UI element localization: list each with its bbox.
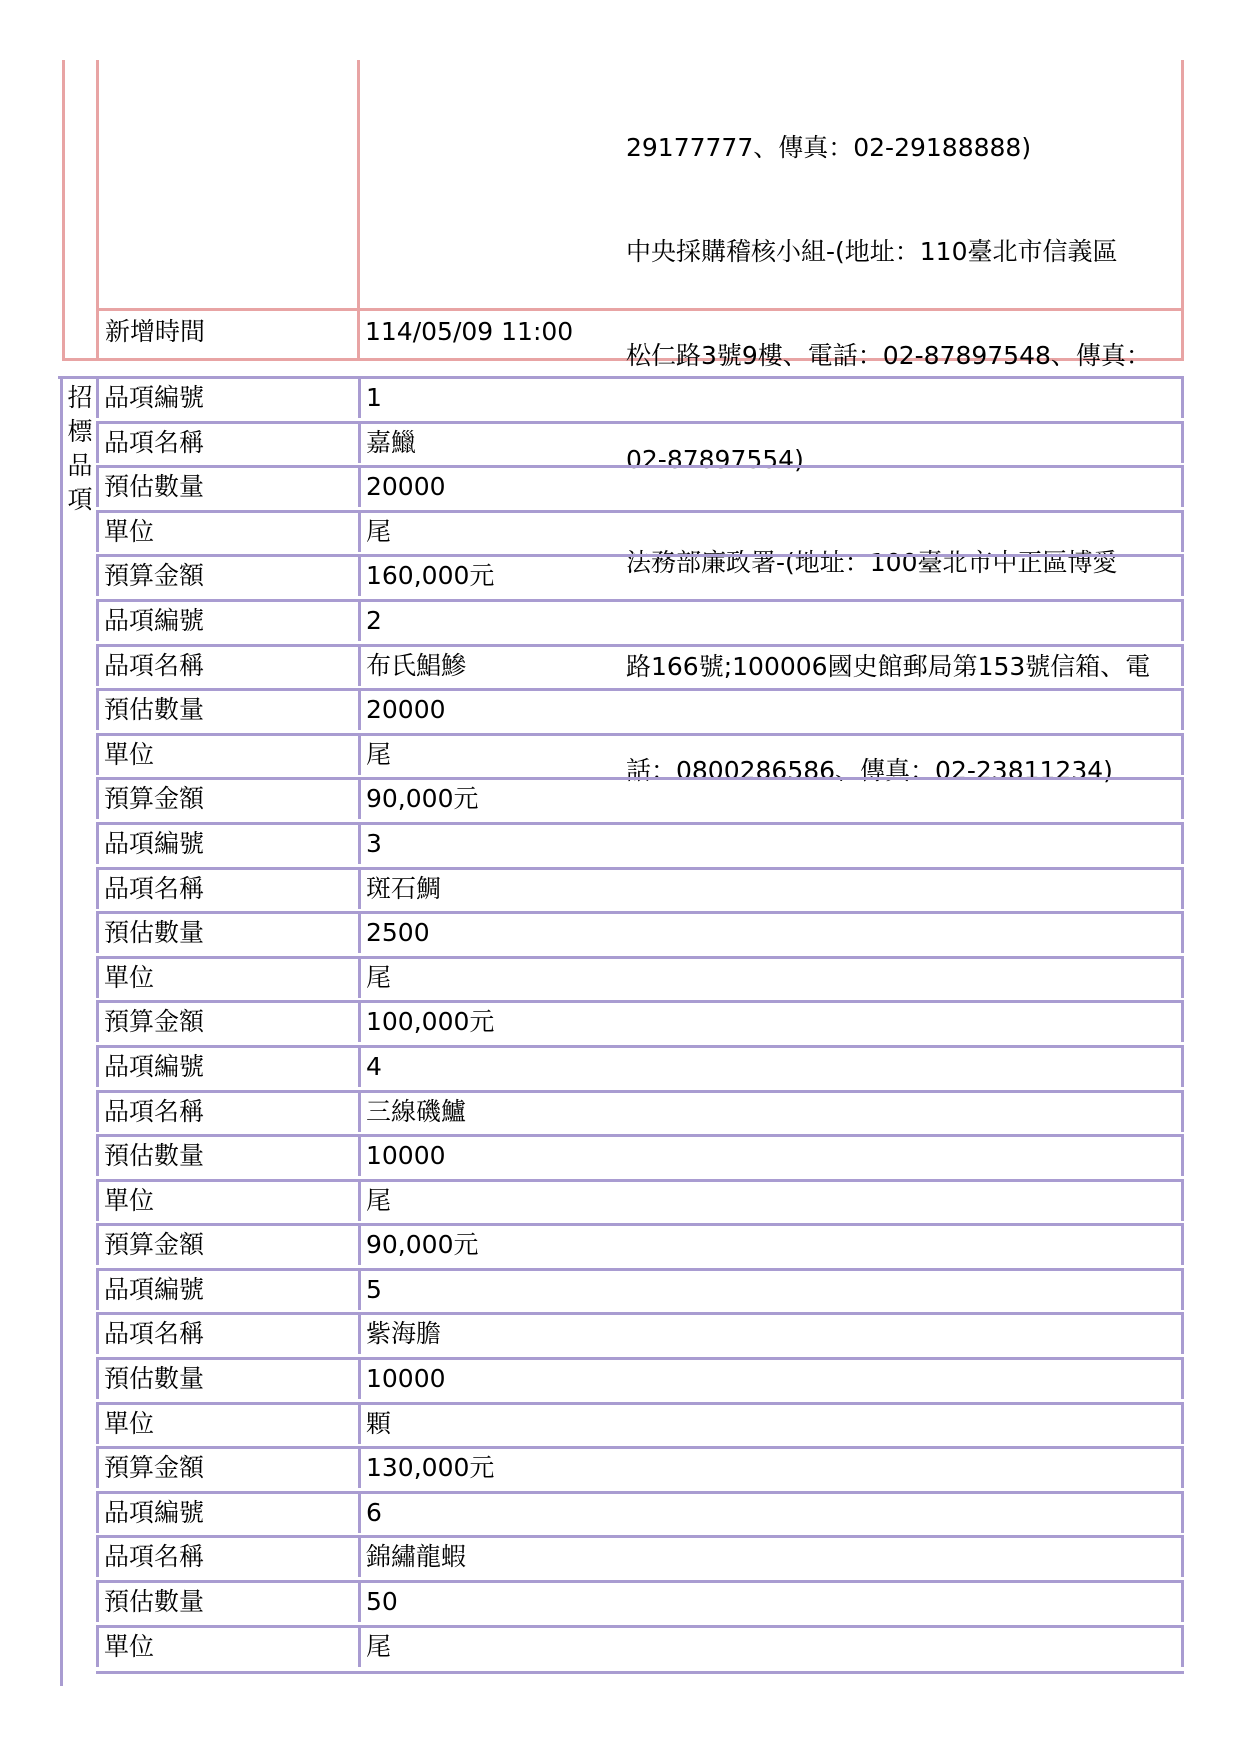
item-field-label: 預算金額: [99, 1449, 361, 1488]
table-row: [96, 1491, 1184, 1533]
table-row: [96, 554, 1184, 596]
item-field-label: 品項名稱: [99, 1093, 361, 1132]
table-row: [96, 911, 1184, 953]
item-field-label: 預算金額: [99, 557, 361, 596]
item-field-label: 單位: [99, 1405, 361, 1444]
item-field-label: 單位: [99, 1628, 361, 1667]
table-row: [96, 510, 1184, 552]
table-row: [96, 1580, 1184, 1622]
item-field-label: 單位: [99, 959, 361, 998]
contact-line: 話：0800286586、傳真：02-23811234): [626, 755, 1113, 785]
contact-line: 02-87897554): [626, 444, 804, 474]
item-field-value: 160,000元: [366, 561, 495, 591]
item-field-value: 紫海膽: [366, 1319, 442, 1349]
table-row: [96, 1535, 1184, 1577]
table-border: [62, 358, 99, 361]
table-row: [96, 1000, 1184, 1042]
item-field-value: 4: [366, 1051, 382, 1081]
added-time-value: 114/05/09 11:00: [365, 317, 574, 346]
tender-items-group-label: 招標品項: [67, 383, 93, 514]
table-row: [96, 1357, 1184, 1399]
table-row: [96, 777, 1184, 819]
table-border: [96, 1671, 1184, 1674]
item-field-label: 品項編號: [99, 602, 361, 641]
table-row: [96, 421, 1184, 463]
item-field-value: 130,000元: [366, 1453, 495, 1483]
item-field-value: 嘉鱲: [366, 427, 417, 457]
item-field-value: 尾: [366, 516, 392, 546]
table-row: [96, 867, 1184, 909]
table-row: [96, 1223, 1184, 1265]
table-row: [96, 688, 1184, 730]
table-border: [357, 60, 360, 361]
item-field-value: 20000: [366, 472, 446, 502]
item-field-label: 品項名稱: [99, 870, 361, 909]
contact-line: 29177777、傳真：02-29188888): [626, 133, 1032, 163]
item-field-value: 斑石鯛: [366, 873, 442, 903]
table-row: [96, 644, 1184, 686]
item-field-value: 5: [366, 1274, 382, 1304]
item-field-value: 1: [366, 383, 382, 412]
item-field-value: 顆: [366, 1408, 392, 1438]
table-row: [96, 465, 1184, 507]
item-field-value: 10000: [366, 1141, 446, 1171]
item-field-label: 品項編號: [99, 1048, 361, 1087]
item-field-value: 尾: [366, 962, 392, 992]
item-field-label: 品項編號: [99, 825, 361, 864]
item-field-label: 預估數量: [99, 468, 361, 507]
item-field-value: 90,000元: [366, 1230, 479, 1260]
item-field-label: 品項名稱: [99, 424, 361, 463]
item-field-value: 3: [366, 828, 382, 858]
item-field-label: 預估數量: [99, 1360, 361, 1399]
tender-items-table: [58, 376, 1184, 1686]
item-field-label: 單位: [99, 736, 361, 775]
item-field-value: 2: [366, 605, 382, 635]
table-row: [96, 1179, 1184, 1221]
table-row: [96, 1625, 1184, 1667]
added-time-label: 新增時間: [105, 317, 206, 346]
table-row: [96, 1312, 1184, 1354]
item-field-label: 品項編號: [99, 379, 361, 418]
item-field-label: 品項名稱: [99, 1315, 361, 1354]
item-field-value: 尾: [366, 739, 392, 769]
item-field-label: 品項名稱: [99, 647, 361, 686]
item-field-value: 布氏鯧鰺: [366, 650, 467, 680]
item-field-value: 20000: [366, 695, 446, 725]
item-field-value: 10000: [366, 1364, 446, 1394]
item-field-value: 尾: [366, 1185, 392, 1215]
item-field-value: 50: [366, 1587, 398, 1617]
table-row: [96, 1402, 1184, 1444]
item-field-label: 預估數量: [99, 1137, 361, 1176]
table-row: [96, 376, 1184, 418]
item-field-label: 單位: [99, 1182, 361, 1221]
item-field-value: 2500: [366, 918, 430, 948]
contact-line: 路166號;100006國史館郵局第153號信箱、電: [626, 652, 1151, 682]
table-row: [96, 822, 1184, 864]
item-field-value: 6: [366, 1497, 382, 1527]
item-field-value: 尾: [366, 1631, 392, 1661]
item-field-label: 預估數量: [99, 1583, 361, 1622]
table-border: [62, 60, 65, 361]
table-border: [96, 60, 99, 361]
item-field-label: 單位: [99, 513, 361, 552]
table-row: [96, 1090, 1184, 1132]
tender-items-rows: [96, 376, 1184, 1669]
table-row: [96, 956, 1184, 998]
table-row: [96, 733, 1184, 775]
item-field-value: 錦繡龍蝦: [366, 1542, 467, 1572]
item-field-label: 預估數量: [99, 914, 361, 953]
contact-line: 中央採購稽核小組-(地址：110臺北市信義區: [626, 236, 1118, 266]
item-field-label: 預算金額: [99, 1003, 361, 1042]
item-field-label: 品項名稱: [99, 1538, 361, 1577]
item-field-label: 品項編號: [99, 1271, 361, 1310]
table-row: [96, 1134, 1184, 1176]
item-field-value: 三線磯鱸: [366, 1096, 467, 1126]
item-field-value: 90,000元: [366, 784, 479, 814]
item-field-label: 預估數量: [99, 691, 361, 730]
item-field-label: 預算金額: [99, 1226, 361, 1265]
table-border: [60, 376, 63, 1686]
item-field-label: 預算金額: [99, 780, 361, 819]
table-row: [96, 599, 1184, 641]
table-row: [96, 1446, 1184, 1488]
contact-line: 法務部廉政署-(地址：100臺北市中正區博愛: [626, 548, 1118, 578]
table-row: [96, 1045, 1184, 1087]
contact-line: 松仁路3號9樓、電話：02-87897548、傳真：: [626, 340, 1151, 370]
item-field-value: 100,000元: [366, 1007, 495, 1037]
table-row: [96, 1268, 1184, 1310]
item-field-label: 品項編號: [99, 1494, 361, 1533]
